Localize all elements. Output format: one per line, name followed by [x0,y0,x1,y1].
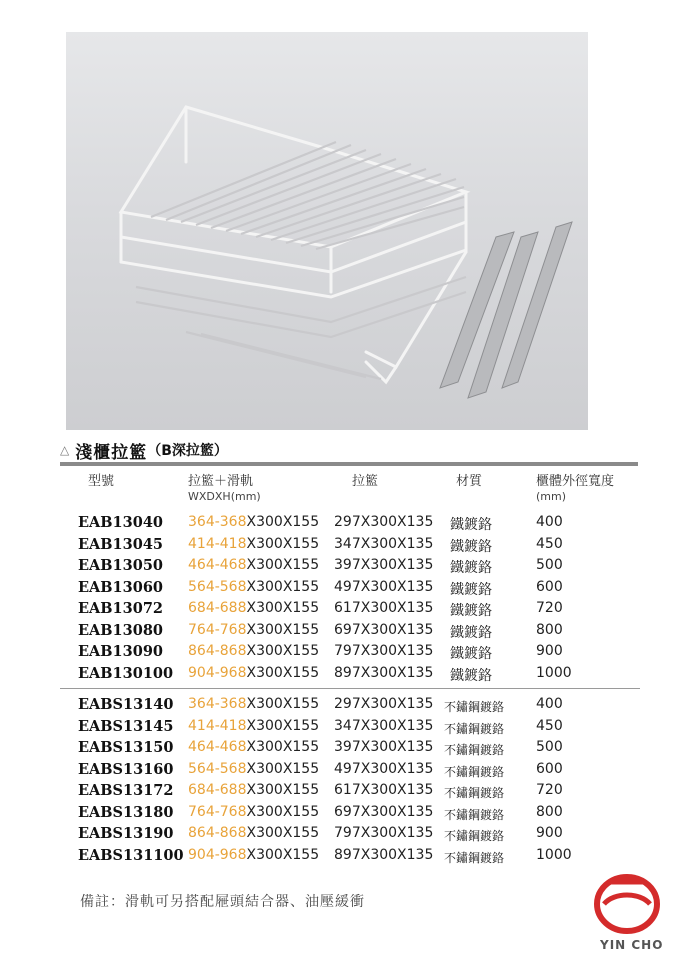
header-basket: 拉籃 [352,474,379,489]
depth-height: X300X155 [246,717,320,734]
basket-size: 297X300X135 [334,696,434,712]
cabinet-width: 400 [536,696,563,712]
model-code: EABS13140 [78,696,174,713]
width-range: 684-688 [188,600,247,616]
depth-height: X300X155 [246,643,320,659]
header-basket-rail-sub: WXDXH(mm) [188,490,261,503]
material: 鐵鍍鉻 [450,560,492,576]
model-code: EAB130100 [78,664,174,682]
basket-size: 897X300X135 [334,846,434,863]
cabinet-width: 450 [536,717,563,734]
cabinet-width: 900 [536,825,563,841]
material: 鐵鍍鉻 [450,581,492,598]
cabinet-width: 1000 [536,664,572,681]
table-row [0,579,678,601]
cabinet-width: 600 [536,578,563,595]
depth-height: X300X155 [246,760,320,777]
basket-rail-size [188,847,319,863]
basket-rail-size [188,557,319,573]
depth-height: X300X155 [246,535,320,552]
material: 鐵鍍鉻 [450,667,492,684]
material: 不鏽鋼鍍鉻 [444,850,505,865]
material: 鐵鍍鉻 [450,624,492,641]
basket-rail-size [188,696,319,712]
basket-size: 397X300X135 [334,739,434,755]
model-code: EABS13160 [78,760,174,778]
width-range: 764-768 [188,803,247,820]
material: 不鏽鋼鍍鉻 [444,786,505,800]
footnote: 備註：滑軌可另搭配屜頭結合器、油壓緩衝 [80,894,365,910]
model-code: EAB13090 [78,643,164,660]
depth-height: X300X155 [246,600,320,616]
basket-rail-size [188,579,319,595]
width-range: 904-968 [188,664,247,681]
cabinet-width: 720 [536,782,563,798]
material: 鐵鍍鉻 [450,603,492,619]
table-row [0,536,678,558]
material: 不鏽鋼鍍鉻 [444,700,505,714]
basket-size: 297X300X135 [334,514,434,530]
basket-rail-size [188,761,319,777]
basket-size: 617X300X135 [334,600,434,616]
width-range: 464-468 [188,557,247,573]
model-code: EAB13040 [78,514,164,531]
model-code: EAB13060 [78,578,164,596]
cabinet-width: 600 [536,760,563,777]
table-row [0,557,678,579]
cabinet-width: 500 [536,557,563,573]
model-code: EABS13180 [78,803,174,821]
header-bar [60,462,638,466]
cabinet-width: 400 [536,514,563,530]
model-code: EABS13145 [78,717,174,735]
width-range: 864-868 [188,643,247,659]
material: 鐵鍍鉻 [450,646,492,662]
width-range: 764-768 [188,621,247,638]
width-range: 414-418 [188,717,247,734]
section-subtitle: （B深拉籃） [147,443,228,459]
material: 不鏽鋼鍍鉻 [444,743,505,757]
basket-rail-size [188,804,319,820]
cabinet-width: 800 [536,621,563,638]
model-code: EABS13190 [78,825,174,842]
section-title: 淺櫃拉籃 [75,442,148,463]
depth-height: X300X155 [246,514,320,530]
basket-size: 497X300X135 [334,760,434,777]
cabinet-width: 1000 [536,846,572,863]
depth-height: X300X155 [246,578,320,595]
table-row [0,804,678,826]
header-model: 型號 [88,474,115,489]
table-row [0,622,678,644]
cabinet-width: 800 [536,803,563,820]
table-row [0,600,678,622]
brand-name: YIN CHO [600,938,664,952]
header-material: 材質 [456,474,483,489]
basket-rail-size [188,782,319,798]
material: 不鏽鋼鍍鉻 [444,764,505,779]
header-basket-rail: 拉籃＋滑軌 [188,474,254,489]
material: 不鏽鋼鍍鉻 [444,807,505,822]
depth-height: X300X155 [246,696,320,712]
cabinet-width: 720 [536,600,563,616]
basket-rail-size [188,718,319,734]
model-code: EAB13045 [78,535,164,553]
yin-cho-logo [590,868,664,938]
model-code: EABS131100 [78,846,184,864]
width-range: 564-568 [188,760,247,777]
header-cabinet-width-sub: (mm) [536,490,567,503]
basket-rail-size [188,622,319,638]
model-code: EAB13050 [78,557,164,574]
basket-size: 797X300X135 [334,825,434,841]
basket-rail-size [188,665,319,681]
basket-rail-size [188,536,319,552]
table-row [0,847,678,869]
width-range: 364-368 [188,696,247,712]
basket-size: 397X300X135 [334,557,434,573]
depth-height: X300X155 [246,782,320,798]
table-row [0,696,678,718]
basket-size: 617X300X135 [334,782,434,798]
width-range: 564-568 [188,578,247,595]
basket-rail-size [188,643,319,659]
width-range: 864-868 [188,825,247,841]
basket-rail-size [188,600,319,616]
depth-height: X300X155 [246,557,320,573]
material: 鐵鍍鉻 [450,517,492,533]
section-divider [60,688,640,689]
table-row [0,643,678,665]
table-row [0,739,678,761]
basket-size: 897X300X135 [334,664,434,681]
cabinet-width: 500 [536,739,563,755]
material: 不鏽鋼鍍鉻 [444,829,505,843]
depth-height: X300X155 [246,825,320,841]
basket-size: 347X300X135 [334,535,434,552]
cabinet-width: 900 [536,643,563,659]
depth-height: X300X155 [246,739,320,755]
material: 不鏽鋼鍍鉻 [444,721,505,736]
table-row [0,825,678,847]
width-range: 904-968 [188,846,247,863]
basket-rail-size [188,825,319,841]
table-row [0,665,678,687]
basket-rail-size [188,514,319,530]
model-code: EABS13172 [78,782,174,799]
depth-height: X300X155 [246,664,320,681]
width-range: 414-418 [188,535,247,552]
cabinet-width: 450 [536,535,563,552]
basket-size: 697X300X135 [334,803,434,820]
basket-size: 697X300X135 [334,621,434,638]
model-code: EAB13080 [78,621,164,639]
product-photo [66,32,588,430]
width-range: 464-468 [188,739,247,755]
basket-size: 797X300X135 [334,643,434,659]
basket-rail-size [188,739,319,755]
model-code: EAB13072 [78,600,164,617]
table-row [0,718,678,740]
section-heading [60,438,228,462]
table-row [0,514,678,536]
table-row [0,761,678,783]
triangle-icon: △ [60,443,70,457]
width-range: 684-688 [188,782,247,798]
depth-height: X300X155 [246,621,320,638]
width-range: 364-368 [188,514,247,530]
material: 鐵鍍鉻 [450,538,492,555]
model-code: EABS13150 [78,739,174,756]
header-cabinet-width: 櫃體外徑寬度 [536,474,615,489]
basket-size: 347X300X135 [334,717,434,734]
depth-height: X300X155 [246,803,320,820]
table-row [0,782,678,804]
depth-height: X300X155 [246,846,320,863]
basket-size: 497X300X135 [334,578,434,595]
